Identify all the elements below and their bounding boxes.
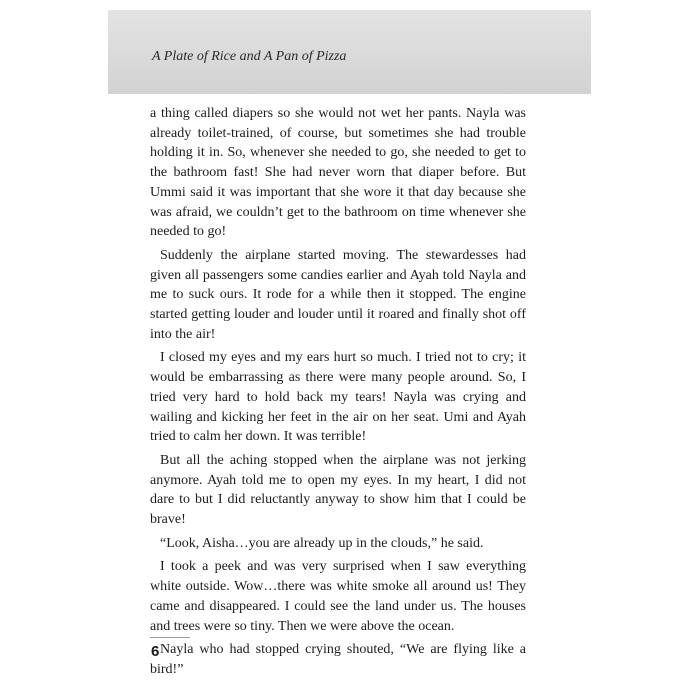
paragraph: I closed my eyes and my ears hurt so much. I tried not to cry; it would be embarrassing as there were many people around. So, I tried very hard to hold back my tears! Nayla was crying and wailing and kicking her feet in the air on her seat. Umi and Ayah tried to calm her down. It was terrible! [150, 350, 526, 445]
paragraph: Nayla who had stopped crying shouted, “We are flying like a bird!” [150, 642, 526, 677]
paragraph: a thing called diapers so she would not wet her pants. Nayla was already toilet-trained, of course, but sometimes she had trouble holding it in. So, whenever she needed to go, she needed to get to the bathroom fast! She had never worn that diaper before. But Ummi said it was important that she wore it that day because she was afraid, we couldn’t get to the bathroom on time whenever she needed to go! [150, 106, 526, 240]
running-title: A Plate of Rice and A Pan of Pizza [152, 49, 347, 64]
body-text [150, 104, 526, 684]
paragraph: But all the aching stopped when the airplane was not jerking anymore. Ayah told me to open my eyes. In my heart, I did not dare to but I did reluctantly anyway to show him that I could be brave! [150, 452, 526, 528]
paragraph: “Look, Aisha…you are already up in the clouds,” he said. [160, 535, 484, 551]
footer-rule [150, 637, 190, 638]
paragraph: I took a peek and was very surprised when I saw everything white outside. Wow…there was white smoke all around us! They came and disappeared. I could see the land under us. The houses and trees were so tiny. Then we were above the ocean. [150, 559, 526, 634]
paragraph: Suddenly the airplane started moving. The stewardesses had given all passengers some candies earlier and Ayah told Nayla and me to suck ours. It rode for a while then it stopped. The engine started getting louder and louder until it roared and finally shot off into the air! [150, 247, 526, 342]
page-number: 6 [151, 643, 160, 660]
